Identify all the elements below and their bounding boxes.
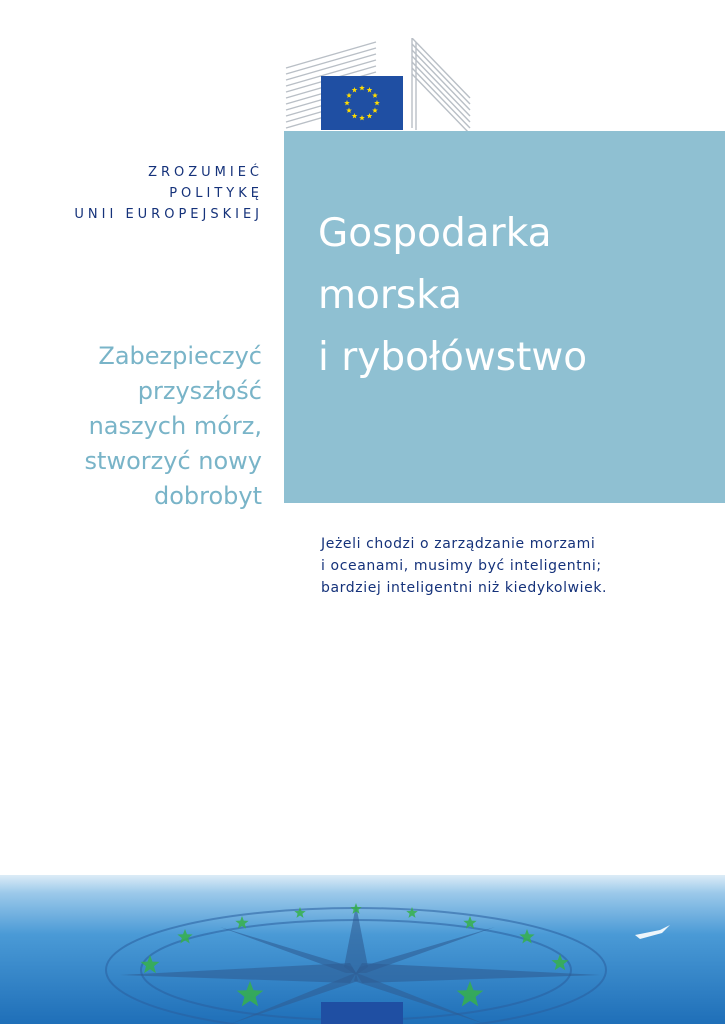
quote-line: bardziej inteligentni niż kiedykolwiek. (321, 580, 608, 596)
title-line: morska (318, 273, 463, 318)
intro-quote (321, 533, 607, 599)
page-title (318, 203, 587, 389)
title-line: i rybołówstwo (318, 335, 588, 380)
series-line: ZROZUMIEĆ (148, 165, 263, 180)
series-title (74, 162, 263, 225)
subtitle-line: stworzyć nowy (84, 447, 262, 475)
subtitle (85, 339, 262, 514)
series-line: UNII EUROPEJSKIEJ (74, 207, 263, 222)
title-line: Gospodarka (318, 211, 552, 256)
subtitle-line: Zabezpieczyć (98, 342, 262, 370)
quote-line: i oceanami, musimy być inteligentni; (321, 558, 602, 574)
subtitle-line: przyszłość (137, 377, 262, 405)
series-line: POLITYKĘ (169, 186, 263, 201)
subtitle-line: dobrobyt (153, 482, 262, 510)
eu-flag-icon (321, 76, 403, 130)
subtitle-line: naszych mórz, (88, 412, 262, 440)
bottom-color-bar (321, 1002, 403, 1024)
quote-line: Jeżeli chodzi o zarządzanie morzami (321, 536, 596, 552)
